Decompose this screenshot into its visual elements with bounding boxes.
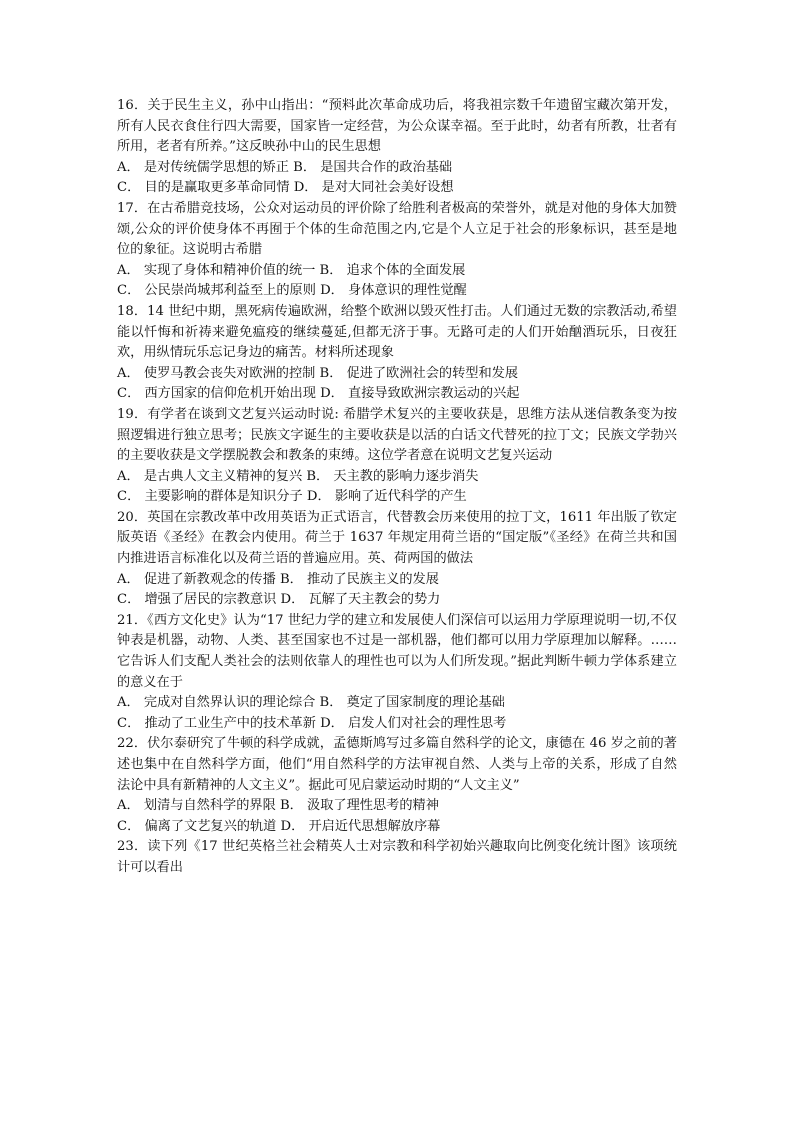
options-row-ab: A． 实现了身体和精神价值的统一 B． 追求个体的全面发展 [117, 262, 466, 278]
options-row-ab: A． 是对传统儒学思想的矫正 B． 是国共合作的政治基础 [117, 159, 453, 175]
options-row-cd: C． 偏离了文艺复兴的轨道 D． 开启近代思想解放序幕 [117, 818, 441, 834]
options-row-ab: A． 使罗马教会丧失对欧洲的控制 B． 促进了欧洲社会的转型和发展 [117, 365, 519, 381]
question-18 [117, 302, 677, 405]
options-row-cd: C． 公民崇尚城邦利益至上的原则 D． 身体意识的理性觉醒 [117, 283, 467, 299]
options-row-cd: C． 西方国家的信仰危机开始出现 D． 直接导致欧洲宗教运动的兴起 [117, 386, 520, 402]
question-stem: 23．读下列《17 世纪英格兰社会精英人士对宗教和科学初始兴趣取向比例变化统计图》该项统计可以看出 [117, 839, 677, 875]
options-row-cd: C． 主要影响的群体是知识分子 D． 影响了近代科学的产生 [117, 489, 467, 505]
options-row-cd: C． 目的是赢取更多革命同情 D． 是对大同社会美好设想 [117, 180, 454, 196]
question-stem: 21．《西方文化史》认为“17 世纪力学的建立和发展使人们深信可以运用力学原理说明一切,不仅钟表是机器，动物、人类、甚至国家也不过是一部机器，他们都可以用力学原理加以解释。……它告诉人们支配人类社会的法则依靠人的理性也可以为人们所发现。”据此判断牛顿力学体系建立的意义在于 [117, 612, 677, 690]
question-16 [117, 96, 677, 199]
question-stem: 20．英国在宗教改革中改用英语为正式语言，代替教会历来使用的拉丁文，1611 年出版了钦定版英语《圣经》在教会内使用。荷兰于 1637 年规定用荷兰语的“国定版”《圣经》在荷兰共和国内推进语言标准化以及荷兰语的普遍应用。英、荷两国的做法 [117, 509, 677, 567]
question-stem: 16．关于民生主义，孙中山指出：“预料此次革命成功后，将我祖宗数千年遗留宝藏次第开发，所有人民衣食住行四大需要，国家皆一定经营，为公众谋幸福。至于此时，幼者有所教，壮者有所用，老者有所养。”这反映孙中山的民生思想 [117, 98, 677, 155]
options-row-cd: C． 增强了居民的宗教意识 D． 瓦解了天主教会的势力 [117, 592, 441, 608]
question-20 [117, 508, 677, 611]
options-row-ab: A． 划清与自然科学的界限 B． 汲取了理性思考的精神 [117, 798, 439, 814]
exam-page [117, 96, 677, 879]
options-row-cd: C． 推动了工业生产中的技术革新 D． 启发人们对社会的理性思考 [117, 715, 507, 731]
question-21 [117, 611, 677, 735]
options-row-ab: A． 促进了新教观念的传播 B． 推动了民族主义的发展 [117, 571, 439, 587]
options-row-ab: A． 是古典人文主义精神的复兴 B． 天主教的影响力逐步消失 [117, 468, 479, 484]
question-17 [117, 199, 677, 302]
question-stem: 22．伏尔泰研究了牛顿的科学成就，孟德斯鸠写过多篇自然科学的论文，康德在 46 岁之前的著述也集中在自然科学方面，他们“用自然科学的方法审视自然、人类与上帝的关系，形成了自然法论中具有新精神的人文主义”。据此可见启蒙运动时期的“人文主义” [117, 736, 677, 793]
question-stem: 19．有学者在谈到文艺复兴运动时说: 希腊学术复兴的主要收获是，思维方法从迷信教条变为按照逻辑进行独立思考；民族文字诞生的主要收获是以活的白话文代替死的拉丁文；民族文学勃兴的主要收获是文学摆脱教会和教条的束缚。这位学者意在说明文艺复兴运动 [117, 406, 677, 464]
question-22 [117, 734, 677, 837]
question-23 [117, 837, 677, 878]
question-stem: 18．14 世纪中期，黑死病传遍欧洲，给整个欧洲以毁灭性打击。人们通过无数的宗教活动,希望能以忏悔和祈祷来避免瘟疫的继续蔓延,但都无济于事。无路可走的人们开始酗酒玩乐，日夜狂欢，用纵情玩乐忘记身边的痛苦。材料所述现象 [117, 303, 677, 361]
question-stem: 17．在古希腊竞技场，公众对运动员的评价除了给胜利者极高的荣誉外，就是对他的身体大加赞颂,公众的评价使身体不再囿于个体的生命范围之内,它是个人立足于社会的形象标识，甚至是地位的象征。这说明古希腊 [117, 200, 677, 258]
options-row-ab: A． 完成对自然界认识的理论综合 B． 奠定了国家制度的理论基础 [117, 695, 505, 711]
question-19 [117, 405, 677, 508]
